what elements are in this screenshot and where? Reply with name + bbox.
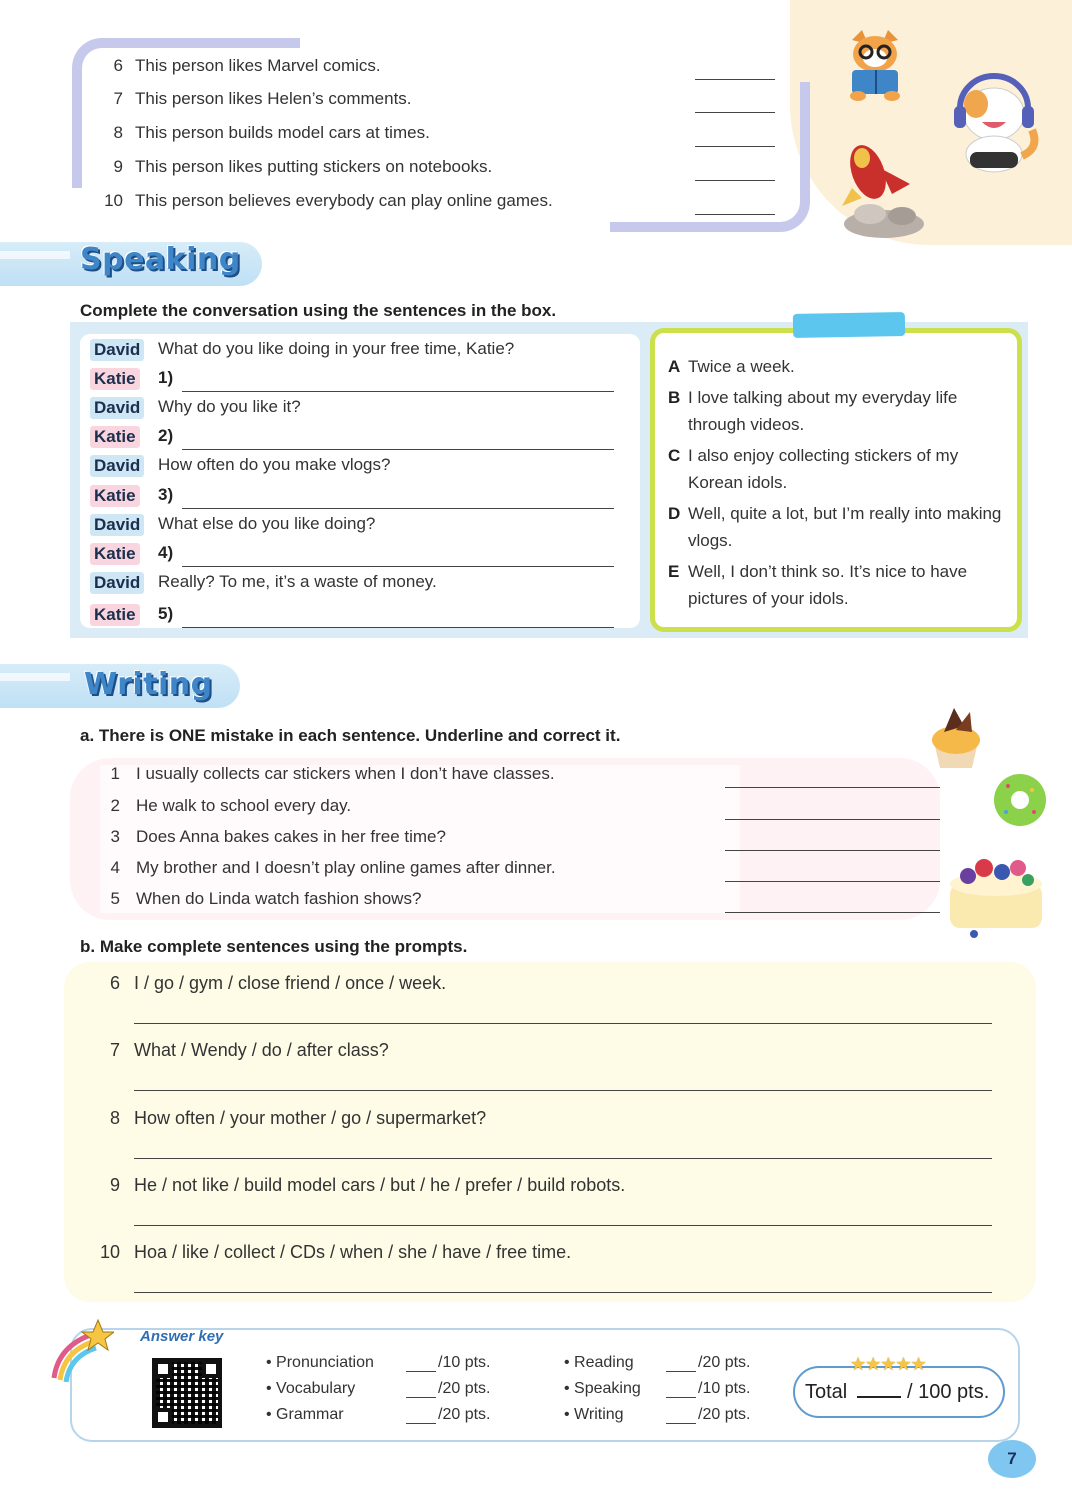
dialogue-line [90, 604, 630, 632]
dialogue-text: Why do you like it? [158, 397, 301, 416]
qr-code[interactable] [152, 1358, 222, 1428]
list-item [100, 889, 945, 915]
item-text[interactable]: I usually collects car stickers when I don’t have classes. [136, 764, 555, 783]
item-text[interactable]: Does Anna bakes cakes in her free time? [136, 827, 446, 846]
score-label: • Vocabulary [266, 1380, 356, 1397]
item-number: 9 [109, 1175, 120, 1195]
item-text[interactable]: My brother and I doesn’t play online games after dinner. [136, 858, 556, 877]
total-label: Total [805, 1381, 848, 1403]
prompt-text: Hoa / like / collect / CDs / when / she / have / free time. [134, 1242, 572, 1262]
option-text: I love talking about my everyday life through videos. [688, 388, 958, 434]
answer-line[interactable] [695, 112, 775, 113]
score-item [564, 1354, 784, 1376]
gamer-dog-illustration [946, 70, 1042, 178]
dialogue-line [90, 368, 630, 396]
dialogue-text: How often do you make vlogs? [158, 455, 391, 474]
option-item [668, 353, 1008, 381]
item-text: This person likes Helen’s comments. [135, 89, 412, 108]
answer-line[interactable] [695, 79, 775, 80]
answer-line[interactable] [725, 819, 940, 820]
score-label: • Grammar [266, 1406, 344, 1423]
score-label: • Speaking [564, 1380, 641, 1397]
rating-stars-icon: ★★★★★ [850, 1354, 926, 1374]
option-text: Twice a week. [688, 357, 795, 376]
speaker-label: David [90, 514, 144, 536]
score-item [266, 1380, 516, 1402]
answer-line[interactable] [134, 1158, 992, 1159]
answer-line[interactable] [182, 566, 614, 567]
dialogue-line [90, 572, 630, 600]
score-points: /20 pts. [698, 1406, 751, 1423]
prompt-text: I / go / gym / close friend / once / week. [134, 973, 447, 993]
dialogue-line [90, 339, 630, 367]
speaker-label: Katie [90, 426, 140, 448]
list-item [95, 89, 785, 115]
prompt-text: How often / your mother / go / supermarket? [134, 1108, 487, 1128]
score-item [266, 1406, 516, 1428]
list-item [100, 796, 945, 822]
item-number: 10 [100, 1242, 121, 1262]
answer-key-title: Answer key [140, 1328, 224, 1345]
option-item [668, 442, 1008, 498]
item-text: This person believes everybody can play online games. [135, 191, 553, 210]
answer-line[interactable] [725, 787, 940, 788]
item-text: This person builds model cars at times. [135, 123, 430, 142]
dialogue-line [90, 455, 630, 483]
speaking-instruction: Complete the conversation using the sentences in the box. [80, 301, 557, 320]
blank-number: 4) [158, 543, 174, 562]
answer-line[interactable] [182, 627, 614, 628]
blank-number: 1) [158, 368, 174, 387]
dialogue-line [90, 485, 630, 513]
reading-cat-illustration [838, 28, 912, 102]
answer-line[interactable] [695, 180, 775, 181]
dialogue-line [90, 397, 630, 425]
list-item [100, 858, 945, 884]
score-label: • Reading [564, 1354, 634, 1371]
score-points: /20 pts. [698, 1354, 751, 1371]
speaker-label: Katie [90, 543, 140, 565]
writing-a-instruction: a. There is ONE mistake in each sentence. Underline and correct it. [80, 726, 621, 745]
score-item [266, 1354, 516, 1376]
score-blank[interactable] [406, 1371, 436, 1372]
score-points: /20 pts. [438, 1406, 491, 1423]
item-text: This person likes Marvel comics. [135, 56, 381, 75]
berry-cake-illustration [944, 850, 1048, 940]
option-letter: B [668, 388, 681, 407]
answer-line[interactable] [134, 1292, 992, 1293]
option-item [668, 384, 1008, 440]
item-number: 9 [113, 157, 123, 176]
answer-line[interactable] [182, 508, 614, 509]
item-number: 8 [109, 1108, 120, 1128]
answer-line[interactable] [725, 850, 940, 851]
dialogue-text: Really? To me, it’s a waste of money. [158, 572, 437, 591]
score-label: • Pronunciation [266, 1354, 374, 1371]
section-title-writing: Writing [84, 667, 213, 702]
speaker-label: David [90, 455, 144, 477]
answer-line[interactable] [695, 214, 775, 215]
score-points: /10 pts. [438, 1354, 491, 1371]
dialogue-line [90, 514, 630, 542]
option-letter: A [668, 357, 681, 376]
list-item [100, 827, 945, 853]
item-number: 5 [110, 889, 120, 908]
blank-number: 3) [158, 485, 174, 504]
prompt-text: He / not like / build model cars / but / he / prefer / build robots. [134, 1175, 626, 1195]
item-number: 2 [110, 796, 120, 815]
donut-illustration [992, 772, 1048, 828]
page-number: 7 [988, 1440, 1036, 1478]
blank-number: 5) [158, 604, 174, 623]
option-text: Well, I don’t think so. It’s nice to have pictures of your idols. [688, 562, 968, 608]
score-points: /20 pts. [438, 1380, 491, 1397]
cupcake-illustration [926, 702, 986, 772]
option-letter: C [668, 446, 681, 465]
prompt-item [100, 973, 1000, 1033]
list-item [100, 764, 945, 790]
option-letter: E [668, 562, 680, 581]
answer-line[interactable] [134, 1023, 992, 1024]
total-blank[interactable] [857, 1396, 901, 1398]
robot-hero-illustration [832, 128, 932, 240]
score-blank[interactable] [406, 1397, 436, 1398]
item-number: 1 [110, 764, 120, 783]
list-item [95, 191, 785, 217]
prompt-item [100, 1108, 1000, 1168]
speaker-label: David [90, 572, 144, 594]
options-box-tag [793, 312, 905, 338]
prompt-text: What / Wendy / do / after class? [134, 1040, 389, 1060]
item-number: 3 [110, 827, 120, 846]
speaker-label: David [90, 339, 144, 361]
option-letter: D [668, 504, 681, 523]
shooting-star-icon [48, 1318, 114, 1382]
list-item [95, 157, 785, 183]
item-number: 7 [113, 89, 123, 108]
item-text[interactable]: When do Linda watch fashion shows? [136, 889, 422, 908]
answer-line[interactable] [725, 881, 940, 882]
score-points: /10 pts. [698, 1380, 751, 1397]
item-number: 10 [104, 191, 123, 210]
item-number: 7 [109, 1040, 120, 1060]
answer-line[interactable] [695, 146, 775, 147]
option-item [668, 500, 1008, 556]
answer-line[interactable] [725, 912, 940, 913]
option-item [668, 558, 1008, 614]
item-number: 6 [109, 973, 120, 993]
writing-b-instruction: b. Make complete sentences using the prompts. [80, 937, 468, 956]
total-points: / 100 pts. [907, 1381, 990, 1403]
prompt-item [100, 1242, 1000, 1302]
item-number: 4 [110, 858, 120, 877]
item-text[interactable]: He walk to school every day. [136, 796, 352, 815]
answer-line[interactable] [134, 1090, 992, 1091]
prompt-item [100, 1040, 1000, 1100]
score-item [564, 1380, 784, 1402]
option-text: I also enjoy collecting stickers of my Korean idols. [688, 446, 959, 492]
speaker-label: Katie [90, 485, 140, 507]
item-number: 8 [113, 123, 123, 142]
blank-number: 2) [158, 426, 174, 445]
score-blank[interactable] [666, 1371, 696, 1372]
speaker-label: David [90, 397, 144, 419]
list-item [95, 56, 785, 82]
answer-line[interactable] [182, 391, 614, 392]
score-label: • Writing [564, 1406, 624, 1423]
dialogue-text: What do you like doing in your free time, Katie? [158, 339, 515, 358]
answer-line[interactable] [134, 1225, 992, 1226]
list-item [95, 123, 785, 149]
option-text: Well, quite a lot, but I’m really into making vlogs. [688, 504, 1002, 550]
score-blank[interactable] [406, 1423, 436, 1424]
score-blank[interactable] [666, 1423, 696, 1424]
score-blank[interactable] [666, 1397, 696, 1398]
item-number: 6 [113, 56, 123, 75]
dialogue-line [90, 543, 630, 571]
item-text: This person likes putting stickers on notebooks. [135, 157, 493, 176]
dialogue-line [90, 426, 630, 454]
speaker-label: Katie [90, 604, 140, 626]
answer-line[interactable] [182, 449, 614, 450]
score-item [564, 1406, 784, 1428]
speaker-label: Katie [90, 368, 140, 390]
prompt-item [100, 1175, 1000, 1235]
dialogue-text: What else do you like doing? [158, 514, 376, 533]
section-title-speaking: Speaking [80, 242, 241, 277]
